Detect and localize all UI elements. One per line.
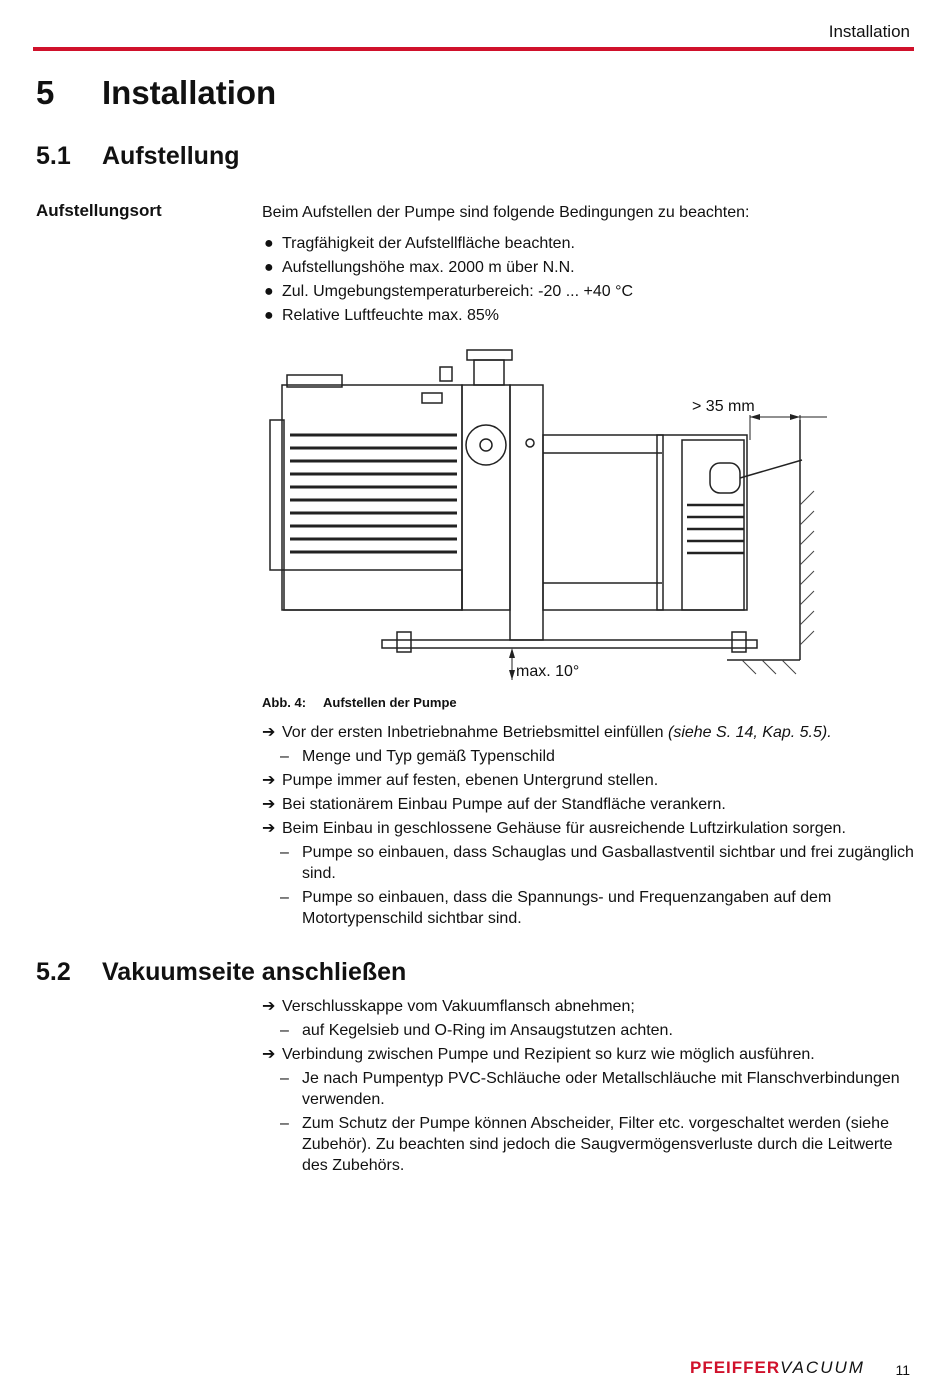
- arrow-right-icon: ➔: [262, 796, 276, 813]
- section-title: Vakuumseite anschließen: [102, 958, 407, 986]
- vacuum-steps: [262, 996, 914, 1179]
- bullet-icon: ●: [264, 283, 274, 300]
- list-item: – auf Kegelsieb und O-Ring im Ansaugstutzen achten.: [280, 1022, 673, 1039]
- section-number: 5.1: [36, 142, 71, 170]
- dimension-label: > 35 mm: [692, 398, 755, 415]
- arrow-right-icon: ➔: [262, 772, 276, 789]
- chapter-title: Installation: [102, 74, 277, 111]
- section-title: Aufstellung: [102, 142, 240, 170]
- side-label: Aufstellungsort: [36, 201, 162, 220]
- caption-text: Aufstellen der Pumpe: [323, 695, 457, 710]
- list-item: ➔ Beim Einbau in geschlossene Gehäuse für ausreichende Luftzirkulation sorgen.: [262, 820, 846, 837]
- cross-reference: (siehe S. 14, Kap. 5.5).: [668, 724, 832, 741]
- section-heading-5-2: [36, 958, 406, 987]
- conditions-list: [262, 232, 633, 328]
- arrow-right-icon: ➔: [262, 820, 276, 837]
- list-item: – Pumpe so einbauen, dass die Spannungs- und Frequenzangaben auf dem Motortypenschild sichtbar sind.: [280, 889, 832, 927]
- arrow-right-icon: ➔: [262, 998, 276, 1015]
- bullet-icon: ●: [264, 235, 274, 252]
- list-item: – Je nach Pumpentyp PVC-Schläuche oder Metallschläuche mit Flanschverbindungen verwenden.: [280, 1070, 900, 1108]
- list-item: ➔ Pumpe immer auf festen, ebenen Untergrund stellen.: [262, 772, 659, 789]
- list-item: – Zum Schutz der Pumpe können Abscheider, Filter etc. vorgeschaltet werden (siehe Zubehör). Zu beachten sind jedoch die Saugvermögensverluste durch die Leitwerte des Zubehörs.: [280, 1115, 893, 1174]
- list-item: ● Tragfähigkeit der Aufstellfläche beachten.: [262, 232, 633, 256]
- list-item: ➔ Verschlusskappe vom Vakuumflansch abnehmen;: [262, 998, 635, 1015]
- list-item: ● Relative Luftfeuchte max. 85%: [262, 304, 633, 328]
- installation-steps: [262, 722, 914, 932]
- page-number: 11: [895, 1362, 910, 1378]
- list-item: – Menge und Typ gemäß Typenschild: [280, 748, 555, 765]
- figure-caption: [262, 695, 457, 710]
- list-item: ➔ Vor der ersten Inbetriebnahme Betriebsmittel einfüllen (siehe S. 14, Kap. 5.5).: [262, 724, 832, 741]
- header-title: Installation: [828, 22, 910, 41]
- brand-logo: PFEIFFERVACUUM: [690, 1358, 865, 1377]
- bullet-icon: ●: [264, 307, 274, 324]
- section-heading-5-1: [36, 142, 240, 171]
- list-item: ➔ Verbindung zwischen Pumpe und Rezipient so kurz wie möglich ausführen.: [262, 1046, 815, 1063]
- header-rule: [33, 47, 914, 51]
- list-item: ● Aufstellungshöhe max. 2000 m über N.N.: [262, 256, 633, 280]
- arrow-right-icon: ➔: [262, 1046, 276, 1063]
- list-item: ➔ Bei stationärem Einbau Pumpe auf der Standfläche verankern.: [262, 796, 726, 813]
- chapter-number: 5: [36, 74, 55, 111]
- chapter-heading: [36, 74, 276, 112]
- pump-installation-figure: [262, 345, 842, 690]
- intro-text: Beim Aufstellen der Pumpe sind folgende Bedingungen zu beachten:: [262, 204, 750, 221]
- list-item: ● Zul. Umgebungstemperaturbereich: -20 ... +40 °C: [262, 280, 633, 304]
- bullet-icon: ●: [264, 259, 274, 276]
- arrow-right-icon: ➔: [262, 724, 276, 741]
- caption-label: Abb. 4:: [262, 695, 307, 710]
- list-item: – Pumpe so einbauen, dass Schauglas und Gasballastventil sichtbar und frei zugänglich sind.: [280, 844, 914, 882]
- section-number: 5.2: [36, 958, 71, 986]
- angle-label: max. 10°: [516, 663, 580, 680]
